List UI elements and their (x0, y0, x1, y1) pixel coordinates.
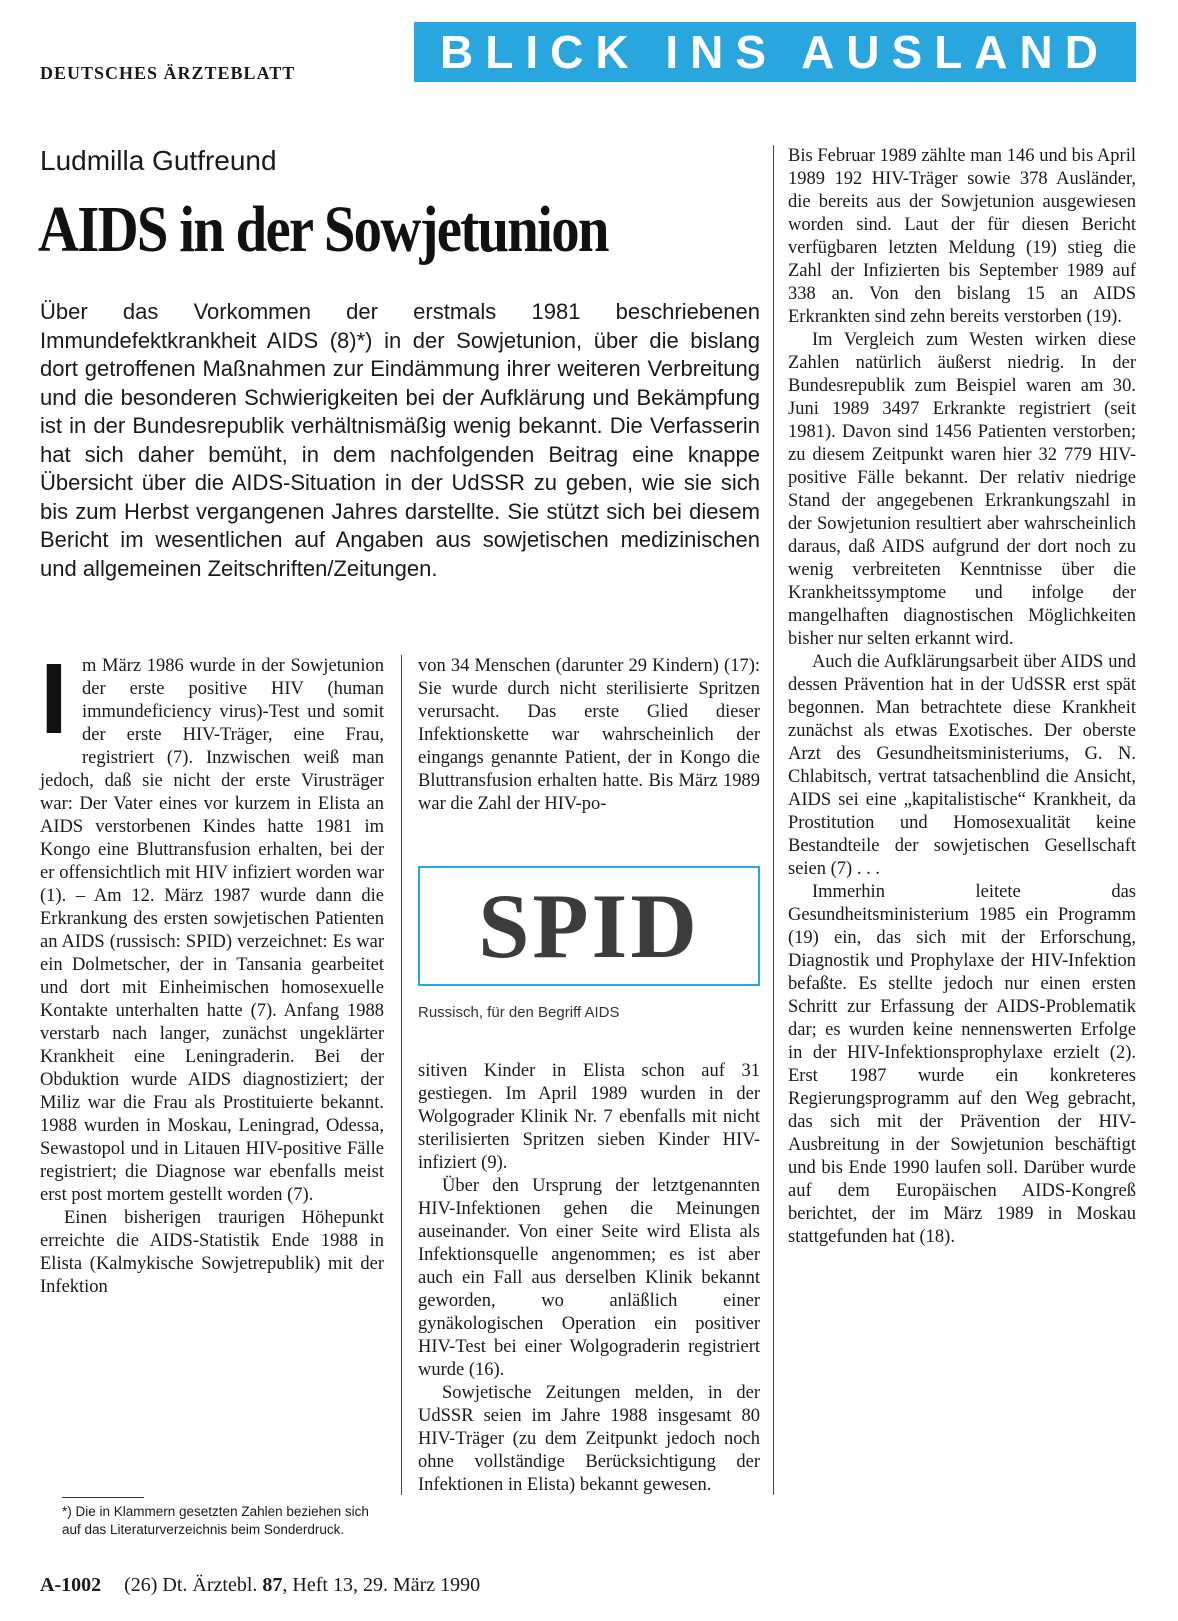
article-abstract: Über das Vorkommen der erstmals 1981 beschriebenen Immundefektkrankheit AIDS (8)*) in der Sowjetunion, über die bislang dort getroffenen Maßnahmen zur Eindämmung ihrer weiteren Verbreitung und die besonderen Schwierigkeiten bei der Aufklärung und Bekämpfung ist in der Bundesrepublik verhältnismäßig wenig bekannt. Die Verfasserin hat sich daher bemüht, in dem nachfolgenden Beitrag eine knappe Übersicht über die AIDS-Situation in der UdSSR zu geben, wie sie sich bis zum Herbst vergangenen Jahres darstellte. Sie stützt sich bei diesem Bericht im wesentlichen auf Angaben aus sowjetischen medizinischen und allgemeinen Zeitschriften/Zeitungen. (40, 299, 760, 581)
paragraph: sitiven Kinder in Elista schon auf 31 gestiegen. Im April 1989 wurden in der Wolgograder Klinik Nr. 7 ebenfalls mit nicht sterilisierten Spritzen sieben Kinder HIV-infiziert (9). (418, 1061, 760, 1173)
article-title: AIDS in der Sowjetunion (38, 193, 608, 266)
column-divider (773, 145, 774, 1495)
paragraph: Immerhin leitete das Gesundheitsministerium 1985 ein Programm (19) ein, das sich mit der Erforschung, Diagnostik und Prophylaxe der HIV-Infektion befaßte. Es stellte jedoch nur einen ersten Schritt zur Erfassung der AIDS-Problematik dar; es wurden keine nennenswerten Erfolge in der HIV-Infektionsprophylaxe erzielt (2). Erst 1987 wurde ein konkreteres Regierungsprogramm auf den Weg gebracht, das sich mit der Prävention der HIV-Ausbreitung in der Sowjetunion beschäftigt und bis Ende 1990 laufen soll. Darüber wurde auf dem Europäischen AIDS-Kongreß berichtet, der im März 1989 in Moskau stattgefunden hat (18). (788, 882, 1136, 1247)
column-divider (401, 655, 402, 1495)
column-1 (40, 655, 384, 1299)
journal-name: DEUTSCHES ÄRZTEBLATT (40, 63, 296, 83)
paragraph: Bis Februar 1989 zählte man 146 und bis April 1989 192 HIV-Träger sowie 378 Ausländer, die bereits aus der Sowjetunion ausgewiesen worden sind. Laut der für diesen Bericht verfügbaren letzten Meldung (19) stieg die Zahl der Infizierten bis September 1989 auf 338 an. Von den bislang 15 an AIDS Erkrankten sind zehn bereits verstorben (19). (788, 146, 1136, 327)
issue-prefix: (26) Dt. Ärztebl. (124, 1574, 258, 1596)
paragraph: Über den Ursprung der letztgenannten HIV-Infektionen gehen die Meinungen auseinander. Von einer Seite wird Elista als Infektionsquelle angenommen; es ist aber auch ein Fall aus derselben Klinik bekannt geworden, wo anläßlich einer gynäkologischen Operation ein positiver HIV-Test bei einer Wolgograderin registriert wurde (16). (418, 1176, 760, 1380)
page-number: A-1002 (40, 1574, 102, 1596)
figure-spid: SPID (418, 866, 760, 986)
footnote: *) Die in Klammern gesetzten Zahlen beziehen sich auf das Literaturverzeichnis beim Sonderdruck. (62, 1504, 369, 1537)
paragraph: Im Vergleich zum Westen wirken diese Zahlen natürlich äußerst niedrig. In der Bundesrepublik zum Beispiel waren am 30. Juni 1989 3497 Erkrankte registriert (seit 1981). Davon sind 1456 Patienten verstorben; zu diesem Zeitpunkt waren hier 32 779 HIV-positive Fälle bekannt. Der relativ niedrige Stand der angegebenen Erkrankungszahl in der Sowjetunion resultiert aber wahrscheinlich daraus, daß AIDS aufgrund der dort noch zu wenig verbreiteten Kenntnisse über die Krankheitssymptome und infolge der mangelhaften diagnostischen Möglichkeiten bisher nur selten erkannt wird. (788, 330, 1136, 649)
paragraph: Sowjetische Zeitungen melden, in der UdSSR seien im Jahre 1988 insgesamt 80 HIV-Träger (zu dem Zeitpunkt jedoch noch ohne vollständige Berücksichtigung der Infektionen in Elista) bekannt gewesen. (418, 1383, 760, 1495)
paragraph: Auch die Aufklärungsarbeit über AIDS und dessen Prävention hat in der UdSSR erst spät begonnen. Man betrachtete diese Krankheit zunächst als etwas Exotisches. Der oberste Arzt des Gesundheitsministeriums, G. N. Chlabitsch, vertrat tatsachenblind die Ansicht, AIDS sei eine „kapitalistische“ Krankheit, da Prostitution und Homosexualität keine Bestandteile der sowjetischen Gesellschaft seien (7) . . . (788, 652, 1136, 879)
figure-caption: Russisch, für den Begriff AIDS (418, 1004, 620, 1021)
page-footer (40, 1574, 480, 1597)
column-2-bottom (418, 1060, 760, 1497)
column-2-top (418, 655, 760, 816)
paragraph: m März 1986 wurde in der Sowjetunion der erste positive HIV (human immundeficiency virus)-Test und somit der erste HIV-Träger, eine Frau, registriert (7). Inzwischen weiß man jedoch, daß sie nicht der erste Virusträger war: Der Vater eines vor kurzem in Elista an AIDS verstorbenen Kindes hatte 1981 im Kongo eine Bluttransfusion erhalten, bei der er offensichtlich mit HIV infiziert worden war (1). – Am 12. März 1987 wurde dann die Erkrankung des ersten sowjetischen Patienten an AIDS (russisch: SPID) verzeichnet: Es war ein Dolmetscher, der in Tansania gearbeitet und dort mit Einheimischen homosexuelle Kontakte unterhalten hatte (7). Anfang 1988 verstarb nach langer, zunächst ungeklärter Krankheit eine Leningraderin. Bei der Obduktion wurde AIDS diagnostiziert; der Miliz war die Frau als Prostituierte bekannt. 1988 wurden in Moskau, Leningrad, Odessa, Sewastopol und in Litauen HIV-positive Fälle registriert; die Diagnose war ebenfalls meist erst post mortem gestellt worden (7). (40, 656, 384, 1205)
column-3 (788, 145, 1136, 1249)
drop-cap: I (40, 657, 68, 749)
paragraph: von 34 Menschen (darunter 29 Kindern) (17): Sie wurde durch nicht sterilisierte Spritzen verursacht. Das erste Glied dieser Infektionskette war wahrscheinlich der eingangs genannte Patient, der in Kongo die Bluttransfusion erhalten hatte. Bis März 1989 war die Zahl der HIV-po- (418, 656, 760, 814)
footnote-rule (62, 1497, 144, 1498)
paragraph: Einen bisherigen traurigen Höhepunkt erreichte die AIDS-Statistik Ende 1988 in Elista (Kalmykische Sowjetrepublik) mit der Infektion (40, 1208, 384, 1297)
article-author: Ludmilla Gutfreund (40, 145, 277, 176)
volume-number: 87 (262, 1574, 283, 1596)
section-banner: BLICK INS AUSLAND (414, 22, 1136, 82)
issue-details: , Heft 13, 29. März 1990 (282, 1574, 481, 1596)
